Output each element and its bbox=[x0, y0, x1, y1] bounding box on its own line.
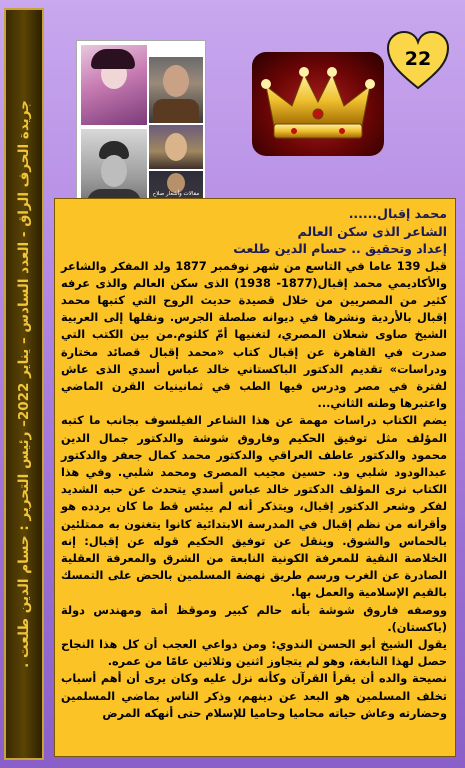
article-title: محمد إقبال...... bbox=[348, 206, 447, 221]
author-portrait bbox=[149, 57, 203, 123]
scholar-portrait bbox=[149, 125, 203, 169]
crown-image bbox=[252, 52, 384, 156]
page-number: 22 bbox=[404, 48, 432, 70]
article-body bbox=[54, 198, 456, 757]
article-paragraph: ووصفه فاروق شوشة بأنه حالم كبير وموقظ أمة ومهندس دولة (باكستان). bbox=[61, 603, 447, 634]
collage-caption: مقالات وأشعار صلاح bbox=[152, 191, 200, 197]
article-paragraph: قبل 139 عاما في التاسع من شهر نوفمبر 1877 ولد المفكر والشاعر والأكاديمي محمد إقبال(1877- 1938) الذى سكن العالم والذى عرفه كثير من المصريين من خلال قصيدة حديث الروح التي كتبها محمد إقبال بالأردية ونشرها في ديوانه صلصلة الجرس. ونقلها إلى العربية الشيخ صاوى شعلان المصري، لتغنيها أمّ كلثوم.من بين الكتب التي صدرت في القاهرة عن إقبال كتاب «محمد إقبال قصائد مختارة ودراسات» تقديم الدكتور الباكستاني خالد عباس أسدي الذى عاش لفترة في مصر ودرس فيها الطب في ثمانينيات القرن الماضي واعتبرها وطنه الثاني... bbox=[61, 259, 447, 411]
newspaper-spine bbox=[4, 8, 44, 760]
article-paragraph: يقول الشيخ أبو الحسن الندوي: ومن دواعي العجب أن كل هذا النجاح حصل لهذا النابغة، وهو لم يتجاوز اثنين وثلاثين عامًا من عمره. bbox=[61, 637, 447, 669]
crown-icon bbox=[252, 52, 384, 156]
article-byline: إعداد وتحقيق .. حسام الدين طلعت bbox=[233, 241, 447, 256]
spine-text: جريدة الحرف الراق - العدد السادس – يناير 2022– رئيس التحرير : حسام الدين طلعت . bbox=[16, 100, 32, 668]
singer-portrait bbox=[81, 45, 147, 125]
article-paragraph: نصيحة والده أن يقرأ القرآن وكأنه نزل عليه وكان يرى أن أهم أسباب تخلف المسلمين هو البعد عن دينهم، وذكر الناس بماضي المسلمين وحضارته وعاش حياته محاميا وحاميا للإسلام حتى أنهكه المرض bbox=[61, 672, 447, 720]
article-subtitle: الشاعر الذى سكن العالم bbox=[297, 223, 447, 239]
article-paragraph: يضم الكتاب دراسات مهمة عن هذا الشاعر الفيلسوف بجانب ما كتبه المؤلف مثل توفيق الحكيم وفاروق شوشة والدكتور جمال الدين محمود والدكتور عاطف العراقي والدكتور محمد كمال جعفر والدكتور عبدالودود شلبي ود. حسين مجيب المصرى ومحمد شلبي. وفي هذا الكتاب نرى المؤلف الدكتور خالد عباس أسدي يتحدث عن حبه الشديد لفكر وشعر الدكتور إقبال، ويتذكر أنه لم ييئس قط ما كان يردده هو وأقرانه من نظم إقبال في المدرسة الابتدائية كانوا يتغنون به ممتلئين بالحماس والشوق. وينقل عن توفيق الحكيم قوله عن إقبال: إنه الخلاصة النقية للمعرفة الكونية النابعة من الشرق والمعرفة العقلية الصادرة عن الغرب ورسم طريق نهضة المسلمين بالحض على التمسك بالقيم الإسلامية والعمل بها. bbox=[61, 414, 447, 600]
